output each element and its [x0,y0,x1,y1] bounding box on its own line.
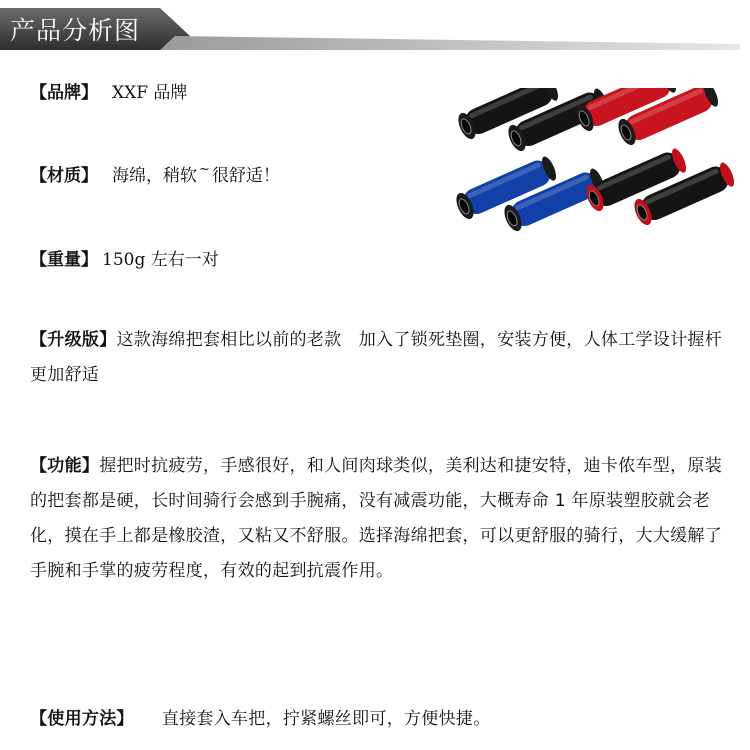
weight-number: 150g [102,250,146,270]
material-tilde: ~ [199,162,210,177]
upgrade-paragraph [30,323,735,393]
material-value-b: 很舒适！ [211,166,280,186]
brand-row [30,78,187,103]
brand-value: XXF 品牌 [112,83,188,103]
weight-label: 【重量】 [30,250,98,270]
material-row [30,161,280,186]
upgrade-label: 【升级版】 [30,330,117,350]
material-label: 【材质】 [30,166,98,186]
usage-text: 直接套入车把，拧紧螺丝即可，方便快捷。 [161,709,491,729]
material-value-a: 海绵，稍软 [112,166,197,186]
weight-text: 左右一对 [145,250,219,270]
function-label: 【功能】 [30,456,100,476]
weight-row [30,245,219,270]
page-title: 产品分析图 [10,16,141,45]
function-paragraph [30,449,735,589]
product-photo [455,88,745,248]
upgrade-text: 这款海绵把套相比以前的老款 加入了锁死垫圈，安装方便，人体工学设计握杆更加舒适 [30,330,722,385]
usage-paragraph [30,702,735,737]
usage-label: 【使用方法】 [30,709,134,729]
brand-label: 【品牌】 [30,83,98,103]
function-text: 握把时抗疲劳，手感很好，和人间肉球类似，美利达和捷安特，迪卡侬车型，原装的把套都是硬，长时间骑行会感到手腕痛，没有减震功能，大概寿命 1 年原装塑胶就会老化，摸在手上都是橡胶渣，又粘又不舒服。选择海绵把套，可以更舒服的骑行，大大缓解了手腕和手掌的疲劳程度，有效的起到抗震作用。 [30,456,723,581]
